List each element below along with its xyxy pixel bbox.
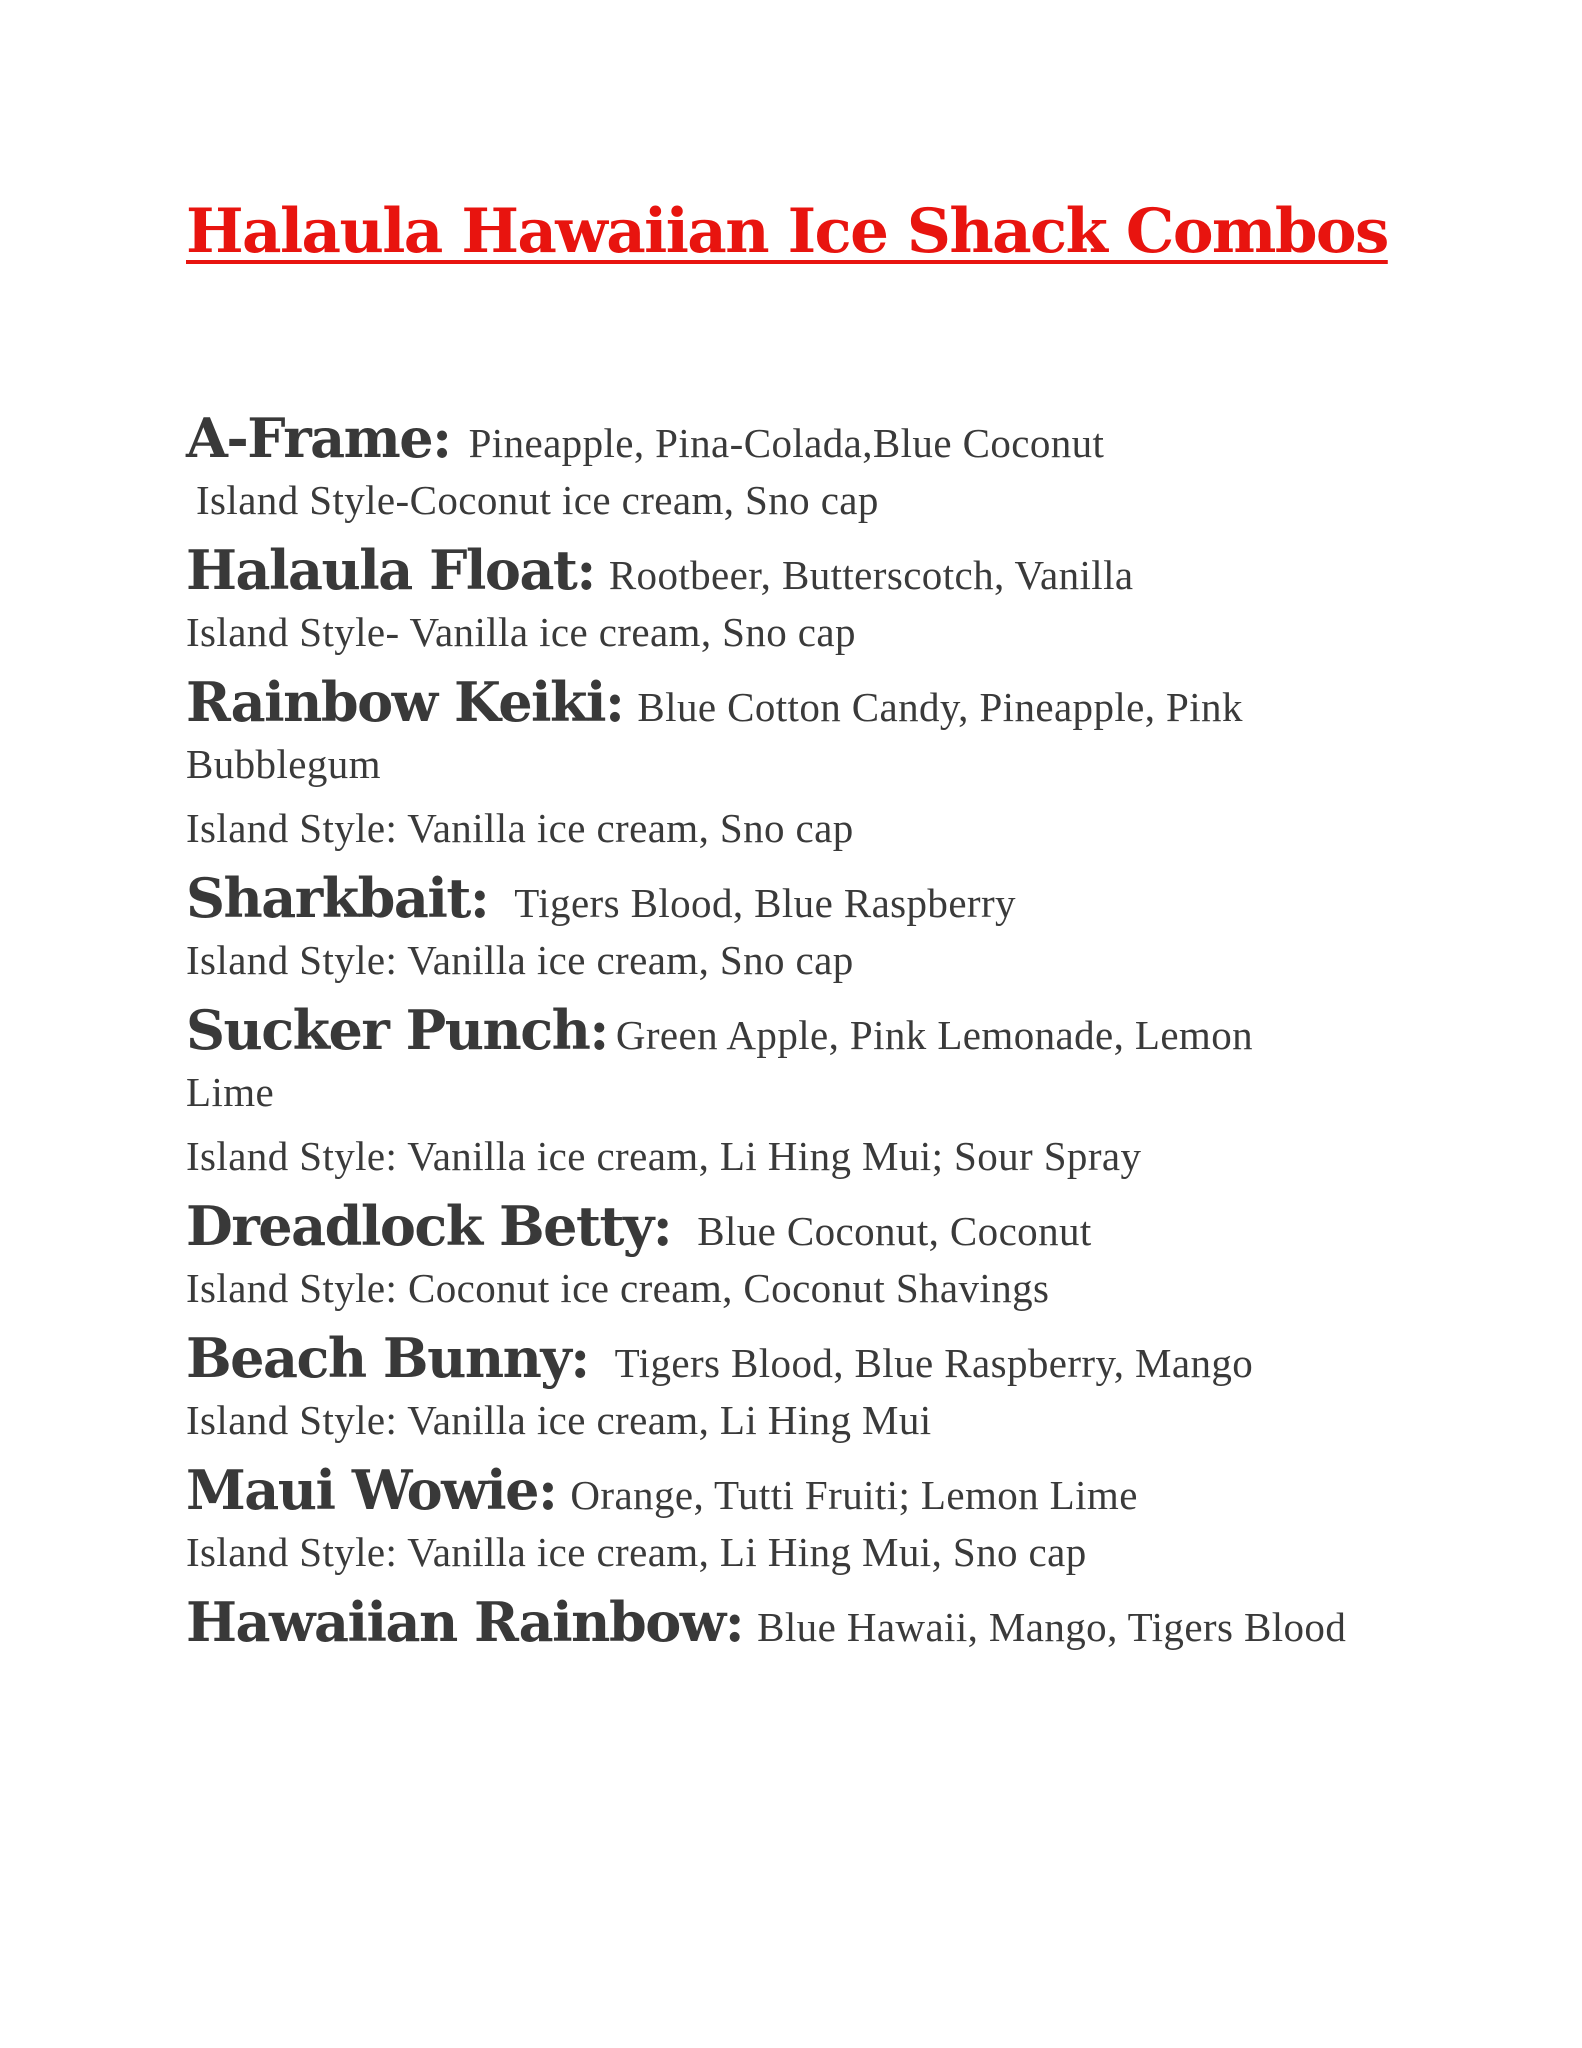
combo-name: Maui Wowie: — [186, 1458, 557, 1522]
combo-island-style-line — [186, 795, 1446, 861]
combo-island-style-line — [186, 1123, 1446, 1189]
combo-flavors: Green Apple, Pink Lemonade, Lemon — [615, 1012, 1254, 1058]
combo-list — [186, 401, 1446, 1659]
combo-flavors: Blue Cotton Candy, Pineapple, Pink — [637, 684, 1243, 730]
combo-flavors: Rootbeer, Butterscotch, Vanilla — [608, 552, 1134, 598]
combo-island-style-line — [186, 1387, 1446, 1453]
combo-a-frame — [186, 401, 1446, 475]
combo-name: Sucker Punch: — [186, 998, 608, 1062]
combo-sucker-punch — [186, 993, 1446, 1067]
combo-island-style-line — [186, 599, 1446, 665]
page-title: Halaula Hawaiian Ice Shack Combos — [186, 196, 1388, 267]
combo-name: Sharkbait: — [186, 866, 489, 930]
combo-dreadlock-betty — [186, 1189, 1446, 1263]
combo-flavors-continued: Lime — [186, 1069, 275, 1115]
combo-island-style: Island Style: Vanilla ice cream, Li Hing Mui, Sno cap — [186, 1529, 1087, 1575]
combo-name: Halaula Float: — [186, 538, 595, 602]
combo-island-style: Island Style: Vanilla ice cream, Sno cap — [186, 937, 854, 983]
combo-island-style: Island Style: Vanilla ice cream, Sno cap — [186, 805, 854, 851]
combo-halaula-float — [186, 533, 1446, 607]
combo-island-style: Island Style- Vanilla ice cream, Sno cap — [186, 609, 856, 655]
combo-flavors: Blue Hawaii, Mango, Tigers Blood — [757, 1604, 1347, 1650]
combo-name: Hawaiian Rainbow: — [186, 1590, 744, 1654]
combo-name: Dreadlock Betty: — [186, 1194, 672, 1258]
combo-sharkbait — [186, 861, 1446, 935]
combo-flavors: Orange, Tutti Fruiti; Lemon Lime — [570, 1472, 1138, 1518]
combo-flavors: Blue Coconut, Coconut — [697, 1208, 1092, 1254]
combo-island-style: Island Style-Coconut ice cream, Sno cap — [196, 477, 879, 523]
combo-name: A-Frame: — [186, 406, 451, 470]
combo-name: Beach Bunny: — [186, 1326, 589, 1390]
combo-island-style: Island Style: Vanilla ice cream, Li Hing Mui — [186, 1397, 932, 1443]
combo-rainbow-keiki — [186, 665, 1446, 739]
combo-maui-wowie — [186, 1453, 1446, 1527]
combo-flavors: Tigers Blood, Blue Raspberry, Mango — [614, 1340, 1254, 1386]
combo-beach-bunny — [186, 1321, 1446, 1395]
combo-island-style: Island Style: Vanilla ice cream, Li Hing Mui; Sour Spray — [186, 1133, 1142, 1179]
combo-flavors-continued: Bubblegum — [186, 741, 381, 787]
combo-flavors: Pineapple, Pina-Colada,Blue Coconut — [468, 420, 1105, 466]
combo-island-style-line — [186, 1255, 1446, 1321]
combo-island-style-line — [186, 1519, 1446, 1585]
combo-island-style: Island Style: Coconut ice cream, Coconut Shavings — [186, 1265, 1050, 1311]
combo-island-style-line — [186, 927, 1446, 993]
combo-flavors: Tigers Blood, Blue Raspberry — [514, 880, 1016, 926]
combo-island-style-line — [186, 467, 1446, 533]
combo-hawaiian-rainbow — [186, 1585, 1446, 1659]
combo-name: Rainbow Keiki: — [186, 670, 624, 734]
